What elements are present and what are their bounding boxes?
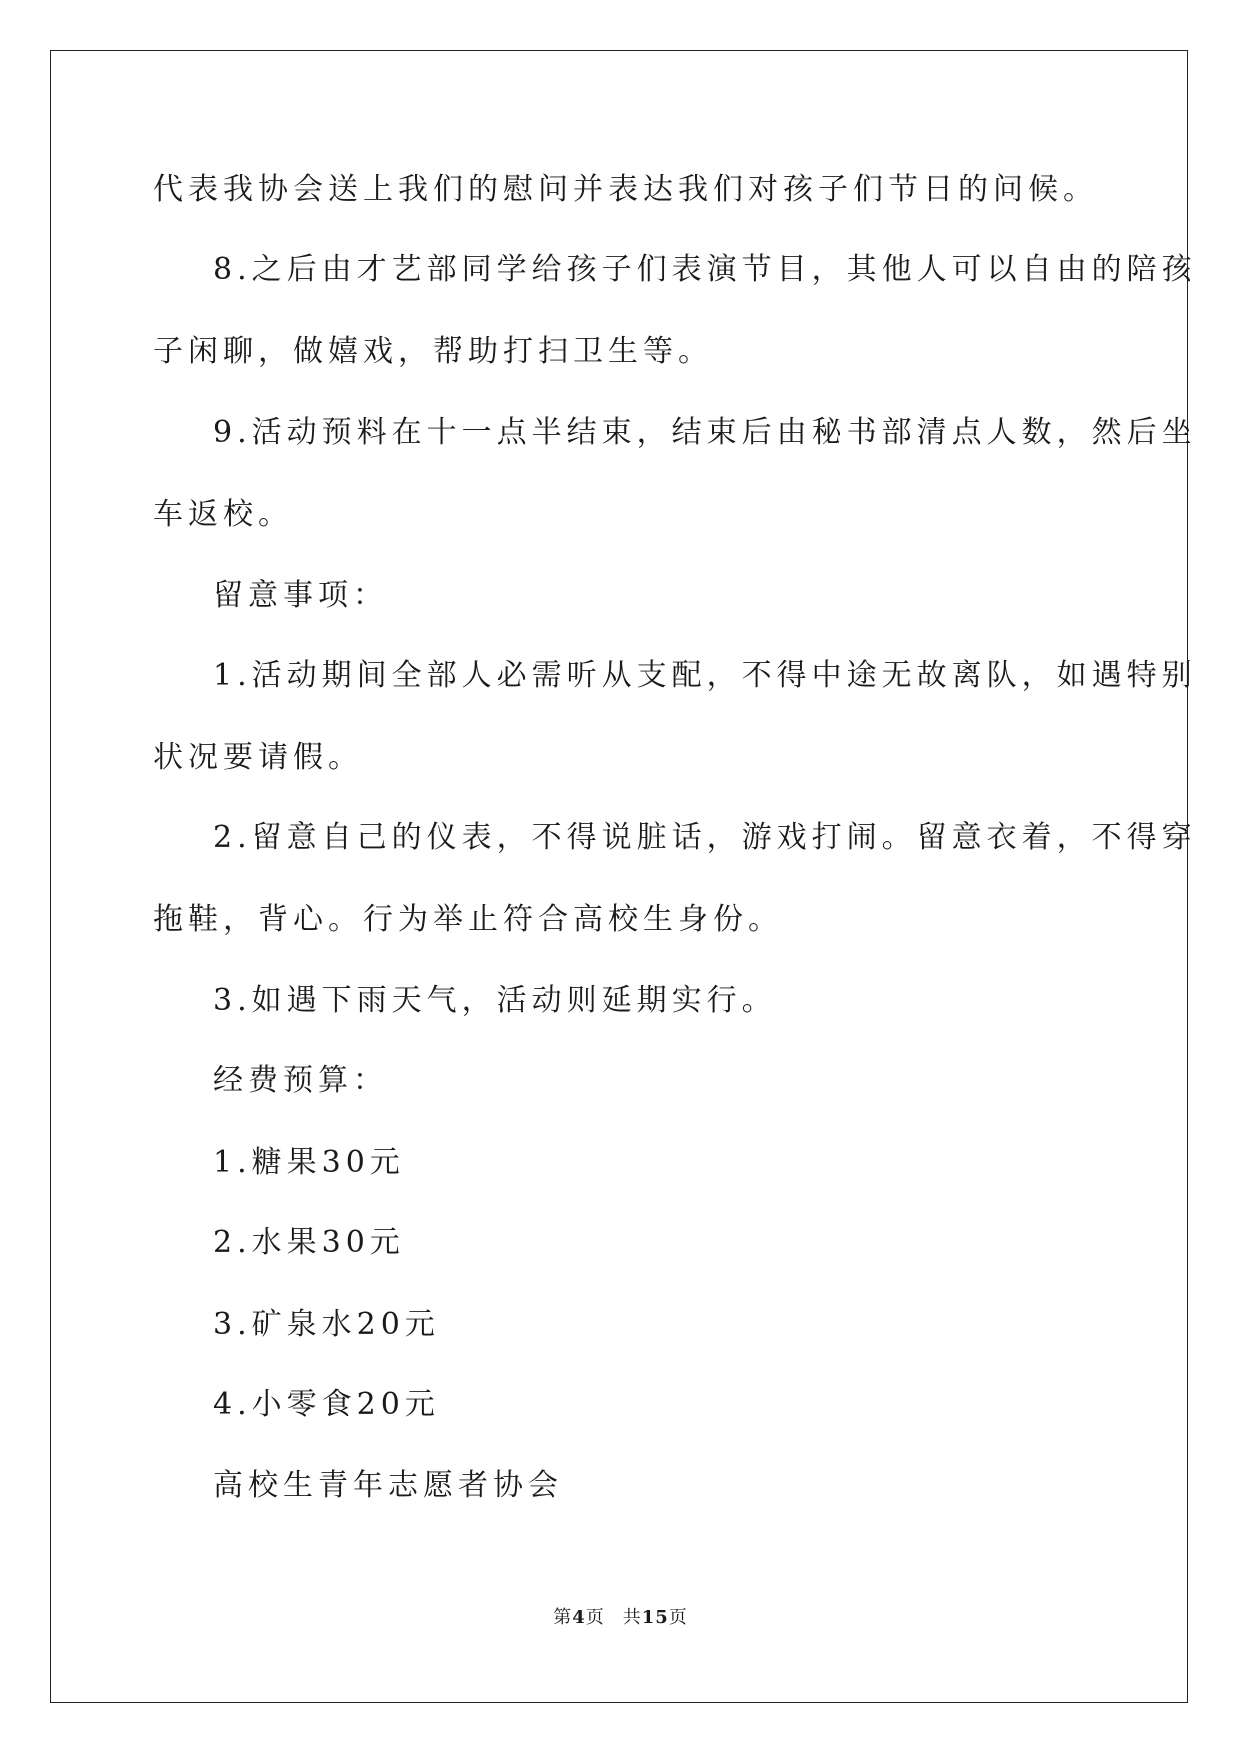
paragraph-line: 代表我协会送上我们的慰问并表达我们对孩子们节日的问候。: [153, 172, 1098, 207]
page-number: 4: [572, 1607, 586, 1628]
paragraph-line: 3.如遇下雨天气，活动则延期实行。: [213, 983, 777, 1018]
paragraph-line: 子闲聊，做嬉戏，帮助打扫卫生等。: [153, 334, 713, 369]
list-item: 1.糖果30元: [213, 1145, 405, 1180]
paragraph-line: 状况要请假。: [153, 740, 363, 775]
section-heading: 经费预算：: [213, 1063, 388, 1098]
page-suffix: 页: [585, 1607, 605, 1628]
page-prefix: 第: [553, 1607, 573, 1628]
list-item: 3.矿泉水20元: [213, 1307, 440, 1342]
list-item: 2.水果30元: [213, 1225, 405, 1260]
total-pages: 15: [641, 1607, 669, 1628]
total-suffix: 页: [668, 1607, 688, 1628]
paragraph-line: 拖鞋，背心。行为举止符合高校生身份。: [153, 902, 783, 937]
paragraph-line: 2.留意自己的仪表，不得说脏话，游戏打闹。留意衣着，不得穿: [213, 820, 1197, 855]
paragraph-line: 8.之后由才艺部同学给孩子们表演节目，其他人可以自由的陪孩: [213, 252, 1197, 287]
total-prefix: 共: [622, 1607, 642, 1628]
paragraph-line: 1.活动期间全部人必需听从支配，不得中途无故离队，如遇特别: [213, 658, 1197, 693]
section-heading: 留意事项：: [213, 578, 388, 613]
signature-line: 高校生青年志愿者协会: [213, 1468, 563, 1503]
paragraph-line: 9.活动预料在十一点半结束，结束后由秘书部清点人数，然后坐: [213, 415, 1197, 450]
list-item: 4.小零食20元: [213, 1387, 440, 1422]
page-footer: [0, 1603, 1241, 1629]
paragraph-line: 车返校。: [153, 497, 293, 532]
page-border: [50, 50, 1188, 1703]
